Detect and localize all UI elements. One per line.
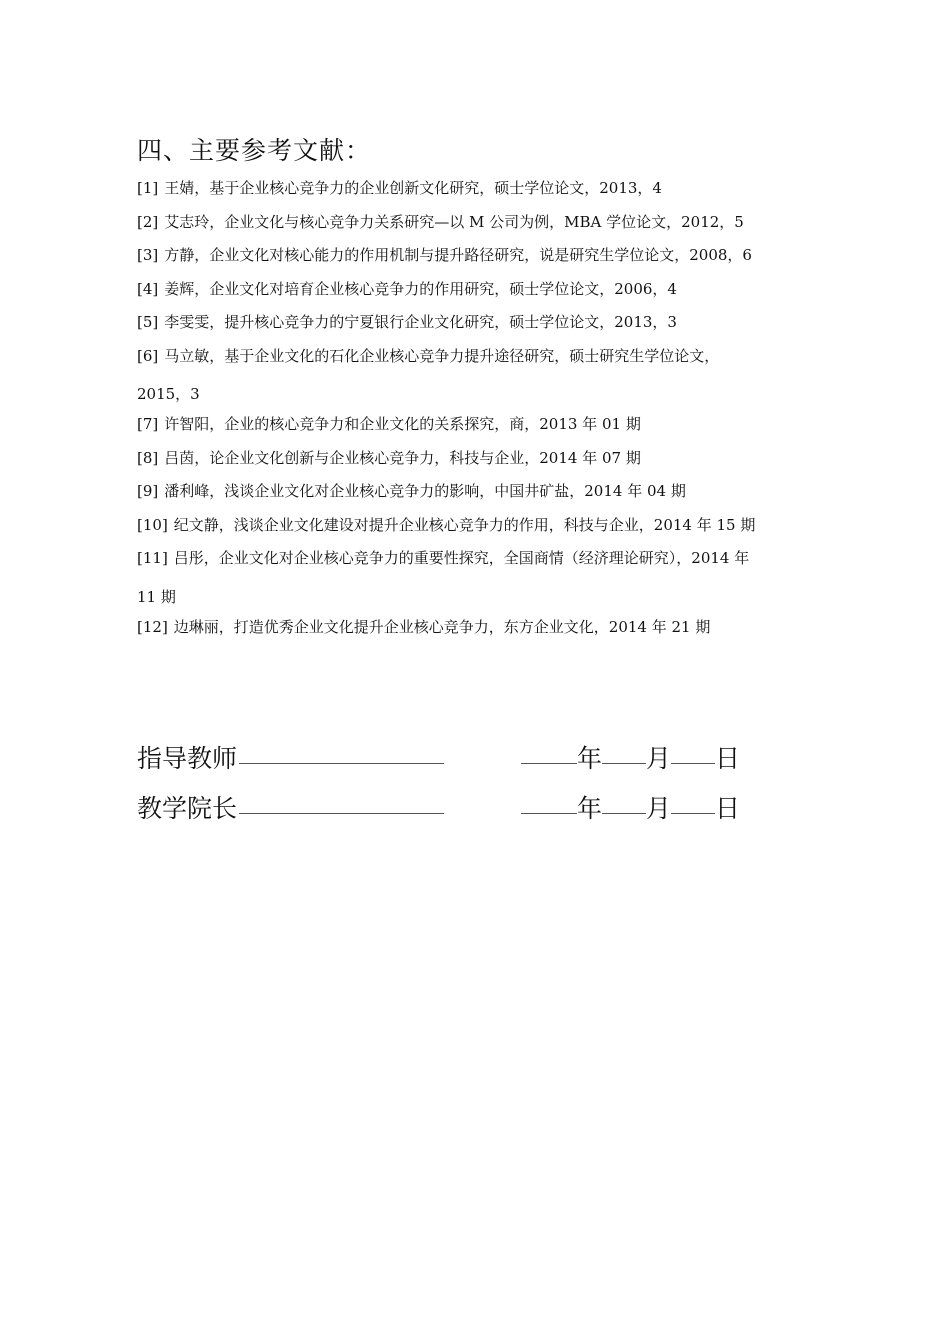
reference-item — [137, 340, 837, 409]
reference-text: 许智阳，企业的核心竞争力和企业文化的关系探究，商，2013 年 01 期 — [164, 415, 641, 433]
reference-item — [137, 239, 837, 273]
dean-year-blank[interactable] — [521, 812, 577, 814]
month-label: 月 — [646, 744, 672, 773]
reference-number: [9] — [137, 482, 159, 500]
reference-text: 纪文静，浅谈企业文化建设对提升企业核心竞争力的作用，科技与企业，2014 年 15 期 — [173, 515, 756, 534]
dean-signature-blank[interactable] — [239, 812, 444, 814]
reference-text-continued: 2015，3 — [137, 385, 200, 403]
reference-number: [2] — [137, 212, 159, 231]
dean-label: 教学院长 — [137, 794, 238, 823]
reference-text: 艾志玲，企业文化与核心竞争力关系研究—以 M 公司为例，MBA 学位论文，2012，5 — [164, 212, 744, 231]
dean-signature-line — [137, 789, 740, 825]
reference-item — [137, 542, 837, 611]
reference-number: [5] — [137, 313, 159, 331]
day-label: 日 — [715, 744, 741, 773]
reference-item — [137, 172, 837, 206]
reference-item — [137, 442, 837, 476]
reference-number: [6] — [137, 346, 159, 365]
reference-text-continued: 11 期 — [137, 587, 176, 606]
day-label: 日 — [715, 794, 741, 823]
reference-item — [137, 475, 837, 509]
reference-number: [10] — [137, 515, 168, 534]
reference-item — [137, 206, 837, 240]
section-heading: 四、主要参考文献： — [137, 136, 372, 165]
advisor-month-blank[interactable] — [602, 762, 646, 764]
reference-text: 姜辉，企业文化对培育企业核心竞争力的作用研究，硕士学位论文，2006，4 — [164, 279, 677, 298]
reference-text: 边琳丽，打造优秀企业文化提升企业核心竞争力，东方企业文化，2014 年 21 期 — [173, 617, 711, 636]
reference-number: [7] — [137, 415, 159, 433]
reference-text: 吕茵，论企业文化创新与企业核心竞争力，科技与企业，2014 年 07 期 — [164, 448, 641, 467]
month-label: 月 — [646, 794, 672, 823]
dean-month-blank[interactable] — [602, 812, 646, 814]
reference-number: [8] — [137, 448, 159, 467]
reference-text: 马立敏，基于企业文化的石化企业核心竞争力提升途径研究，硕士研究生学位论文， — [164, 346, 720, 365]
reference-number: [4] — [137, 279, 159, 298]
dean-date — [521, 789, 740, 825]
advisor-label: 指导教师 — [137, 744, 238, 773]
dean-day-blank[interactable] — [671, 812, 715, 814]
reference-item — [137, 509, 837, 543]
reference-item — [137, 273, 837, 307]
reference-list — [137, 172, 837, 644]
reference-number: [3] — [137, 246, 159, 264]
reference-item — [137, 408, 837, 442]
reference-item — [137, 306, 837, 340]
reference-number: [12] — [137, 617, 168, 636]
reference-text: 方静，企业文化对核心能力的作用机制与提升路径研究，说是研究生学位论文，2008，6 — [164, 246, 752, 264]
reference-item — [137, 611, 837, 645]
year-label: 年 — [577, 744, 603, 773]
advisor-signature-line — [137, 739, 740, 775]
advisor-year-blank[interactable] — [521, 762, 577, 764]
reference-text: 李雯雯，提升核心竞争力的宁夏银行企业文化研究，硕士学位论文，2013，3 — [164, 313, 677, 331]
reference-text: 吕彤，企业文化对企业核心竞争力的重要性探究，全国商情（经济理论研究），2014 年 — [173, 549, 750, 567]
reference-number: [11] — [137, 549, 168, 567]
year-label: 年 — [577, 794, 603, 823]
advisor-day-blank[interactable] — [671, 762, 715, 764]
reference-text: 王婧，基于企业核心竞争力的企业创新文化研究，硕士学位论文，2013，4 — [164, 179, 662, 197]
advisor-date — [521, 739, 740, 775]
reference-text: 潘利峰，浅谈企业文化对企业核心竞争力的影响，中国井矿盐，2014 年 04 期 — [164, 482, 686, 500]
reference-number: [1] — [137, 179, 159, 197]
advisor-signature-blank[interactable] — [239, 762, 444, 764]
